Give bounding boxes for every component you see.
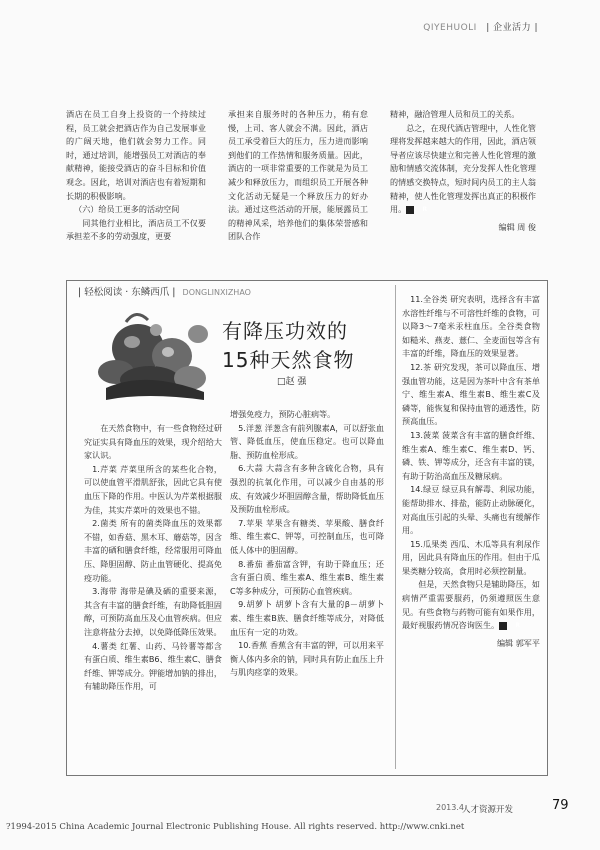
list-item: 7.苹果 苹果含有糖类、苹果酸、膳食纤维、维生素C、钾等，可控制血压，也可降低人体中的胆固醇。 (230, 517, 384, 555)
header-brand: QIYEHUOLI (423, 23, 477, 33)
vegetables-illustration (86, 300, 220, 408)
column-name: | 轻松阅读 · 东鳞西爪 | (78, 287, 176, 298)
paragraph: 精神，融洽管理人员和员工的关系。 (390, 109, 520, 119)
article-column-1 (84, 422, 222, 694)
article-title-line-2: 15种天然食物 (222, 348, 355, 372)
list-item: 12.茶 研究发现，茶可以降血压、增强血管功能，这是因为茶叶中含有茶单宁、维生素A、维生素B、维生素C及磷等，能恢复和保持血管的通透性，防预高血压。 (402, 361, 540, 427)
paragraph: 承担来自服务时的各种压力，稍有怠慢，上司、客人就会不满。因此，酒店员工承受着巨大的压力，压力进而影响到他们的工作热情和服务质量。因此，酒店的一项非常重要的工作就是为员工减少和释放压力，而组织员工开展各种文化活动无疑是一个释放压力的好办法。通过这些活动的开展，能展露员工的精神风采，培养他们的集体荣誉感和团队合作 (228, 109, 368, 242)
column-header (78, 284, 251, 298)
paragraph: 酒店在员工自身上投资的一个持续过程，员工就会把酒店作为自己发展事业的广阔天地，他们就会努力工作。同时，通过培训，能增强员工对酒店的奉献精神，能接受酒店的奋斗目标和价值观念。因此，培训对酒店也有着短期和长期的积极影响。 (66, 109, 206, 201)
editor-credit: 编辑 郭军平 (496, 637, 540, 648)
list-item: 13.菠菜 菠菜含有丰富的膳食纤维、维生素A、维生素C、维生素D、钙、磷、铁、钾等成分，还含有丰富的镁，有助于防治高血压及糖尿病。 (402, 429, 540, 481)
publication-name: 人才资源开发 (462, 805, 514, 815)
article-column-3 (402, 293, 540, 650)
list-item: 1.芹菜 芹菜里所含的某些化合物，可以使血管平滑肌舒张，因此它具有使血压下降的作用。中医认为芹菜根据服为佳，其实芹菜叶的效果也不错。 (84, 463, 222, 515)
header-section: | 企业活力 | (486, 23, 538, 33)
paragraph: 同其他行业相比，酒店员工不仅要承担差不多的劳动强度，更要 (66, 217, 206, 242)
list-item: 11.全谷类 研究表明，选择含有丰富水溶性纤维与不可溶性纤维的食物，可以降3～7毫米汞柱血压。全谷类食物如糙米、燕麦、薏仁、全麦面包等含有丰富的纤维，降血压的效果显著。 (402, 294, 540, 359)
list-item: 6.大蒜 大蒜含有多种含硫化合物，具有强烈的抗氧化作用，可以减少自由基的形成、有效减少坏胆固醇含量，帮助降低血压及预防血栓形成。 (230, 463, 384, 515)
list-item: 5.洋葱 洋葱含有前列腺素A，可以舒张血管、降低血压，使血压稳定。也可以降血脂、预防血栓形成。 (230, 422, 384, 460)
list-item: 14.绿豆 绿豆具有解毒、利尿功能，能帮助排水、排盐，能防止动脉硬化，对高血压引起的头晕、头痛也有缓解作用。 (402, 484, 540, 536)
page-number: 79 (552, 798, 569, 813)
end-mark-icon: R (406, 206, 414, 214)
top-column-2 (228, 108, 368, 244)
paragraph-text: 但是，天然食物只是辅助降压，如病情严重需要服药，仍须遵照医生意见。有些食物与药物可能有如果作用，最好视服药情况咨询医生。 (402, 579, 540, 631)
list-item: 8.番茄 番茄富含钾，有助于降血压；还含有蛋白质、维生素A、维生素B、维生素C等多种成分，可预防心血管疾病。 (230, 558, 384, 596)
list-item: 15.瓜果类 西瓜、木瓜等具有利尿作用，因此具有降血压的作用。但由于瓜果类糖分较高，食用时必须控制量。 (402, 538, 540, 576)
running-header (423, 20, 538, 33)
paragraph: 增强免疫力，预防心脏病等。 (230, 409, 336, 419)
top-column-3 (390, 108, 536, 234)
list-item: 4.薯类 红薯、山药、马铃薯等都含有蛋白质、维生素B6、维生素C、膳食纤维、钾等成分。钾能增加钠的排出，有辅助降压作用，可 (84, 640, 222, 692)
column-divider (395, 285, 396, 769)
copyright-notice: ?1994-2015 China Academic Journal Electronic Publishing House. All rights reserved. http://www.cnki.net (6, 822, 465, 832)
list-item: 9.胡萝卜 胡萝卜含有大量的β－胡萝卜素、维生素B族、膳食纤维等成分，对降低血压有一定的功效。 (230, 599, 384, 637)
article-column-2 (230, 408, 384, 680)
list-item: 2.菌类 所有的菌类降血压的效果都不错，如香菇、黑木耳、蘑菇等，因含丰富的硒和膳食纤维，经常服用可降血压、降胆固醇、防止血管硬化、提高免疫功能。 (84, 518, 222, 583)
column-pinyin: DONGLINXIZHAO (182, 288, 251, 297)
paragraph (390, 122, 536, 217)
paragraph: 在天然食物中，有一些食物经过研究证实具有降血压的效果，现介绍给大家认识。 (84, 423, 222, 461)
paragraph (402, 578, 540, 632)
article-title-line-1: 有降压功效的 (222, 319, 348, 343)
issue-date: 2013.4 (436, 803, 464, 812)
subheading: （六）给员工更多的活动空间 (74, 204, 180, 215)
list-item: 3.海带 海带是碘及硒的重要来源，其含有丰富的膳食纤维，有助降低胆固醇，可预防高血压及心血管疾病。但应注意将盐分去掉，以免降低降压效果。 (84, 586, 222, 637)
list-item: 10.香蕉 香蕉含有丰富的钾，可以用来平衡人体内多余的钠，同时具有防止血压上升与肌肉痉挛的效果。 (230, 640, 384, 678)
paragraph-text: 总之，在现代酒店管理中，人性化管理将发挥越来越大的作用，因此，酒店领导者应该尽快建立和完善人性化管理的激励和情感交流体制，充分发挥人性化管理的情感交换特点，短时间内员工的主人翁精神，使人性化管理发挥出真正的积极作用。 (390, 122, 536, 215)
end-mark-icon: R (499, 622, 507, 630)
editor-credit: 编辑 周 俊 (498, 221, 536, 232)
top-column-1 (66, 108, 206, 244)
article-author: □赵 强 (277, 377, 307, 387)
